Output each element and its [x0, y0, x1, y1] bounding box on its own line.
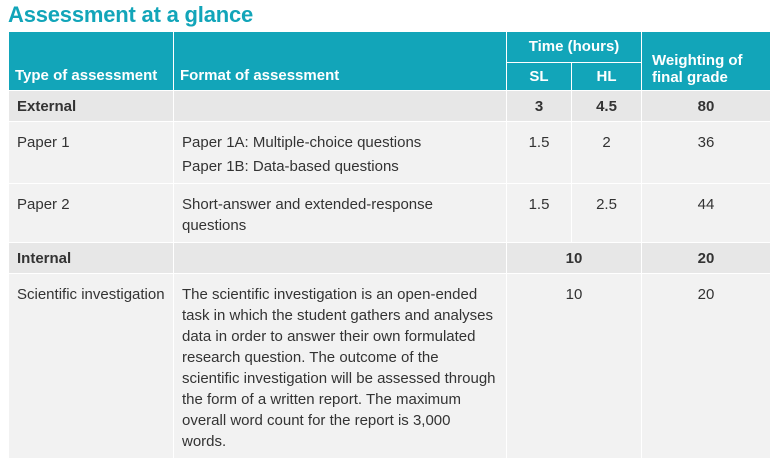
paper2-row [9, 184, 771, 243]
paper1-format [174, 122, 507, 184]
external-label: External [9, 91, 174, 122]
external-hl: 4.5 [572, 91, 642, 122]
investigation-type: Scientific investigation [9, 274, 174, 459]
paper1-sl: 1.5 [507, 122, 572, 184]
investigation-row [9, 274, 771, 459]
investigation-weight: 20 [642, 274, 771, 459]
internal-format [174, 243, 507, 274]
paper1a-format: Paper 1A: Multiple-choice questions [182, 134, 422, 151]
investigation-format: The scientific investigation is an open-ended task in which the student gathers and analyses data in order to answer their own formulated research question. The outcome of the scientific investigation will be assessed through the form of a written report. The maximum overall word count for the report is 3,000 words. [174, 274, 507, 459]
paper1b-format: Paper 1B: Data-based questions [182, 158, 399, 175]
paper1-row [9, 122, 771, 184]
external-format [174, 91, 507, 122]
paper1-weight: 36 [642, 122, 771, 184]
header-type: Type of assessment [9, 32, 174, 91]
header-row [9, 32, 771, 63]
external-row [9, 91, 771, 122]
page-title: Assessment at a glance [8, 2, 254, 27]
header-hl: HL [572, 62, 642, 90]
paper1-type: Paper 1 [9, 122, 174, 184]
assessment-table [8, 31, 771, 459]
internal-time: 10 [507, 243, 642, 274]
header-format: Format of assessment [174, 32, 507, 91]
paper2-hl: 2.5 [572, 184, 642, 243]
paper2-sl: 1.5 [507, 184, 572, 243]
paper2-format: Short-answer and extended-response questions [174, 184, 507, 243]
internal-weight: 20 [642, 243, 771, 274]
internal-row [9, 243, 771, 274]
header-weighting: Weighting of final grade [642, 32, 771, 91]
external-weight: 80 [642, 91, 771, 122]
header-time: Time (hours) [507, 32, 642, 63]
paper2-type: Paper 2 [9, 184, 174, 243]
investigation-time: 10 [507, 274, 642, 459]
header-sl: SL [507, 62, 572, 90]
internal-label: Internal [9, 243, 174, 274]
paper1-hl: 2 [572, 122, 642, 184]
external-sl: 3 [507, 91, 572, 122]
paper2-weight: 44 [642, 184, 771, 243]
